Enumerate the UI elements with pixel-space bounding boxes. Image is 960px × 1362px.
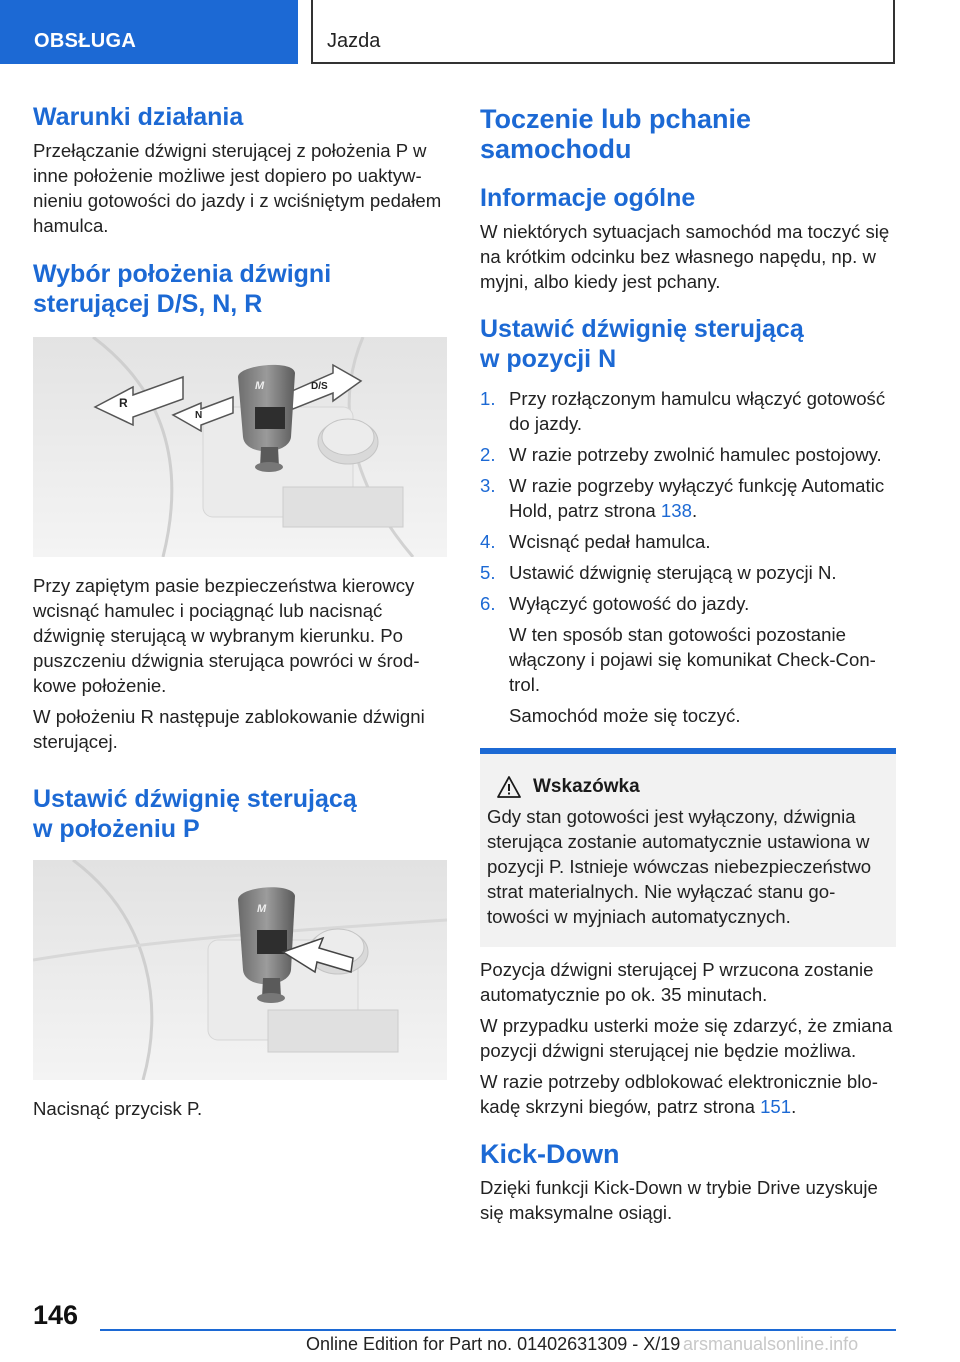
step-number: 6. xyxy=(480,593,496,614)
footer-watermark: arsmanualsonline.info xyxy=(683,1334,859,1354)
step-number: 4. xyxy=(480,531,496,552)
photo-gear-selector-positions xyxy=(33,337,447,557)
paragraph-auto-park: Pozycja dźwigni sterującej P wrzucona zostanie automatycznie po ok. 35 minutach. xyxy=(480,959,874,1005)
step-text: W razie potrzeby zwolnić hamulec postojowy. xyxy=(509,444,882,465)
heading-park-line1: Ustawić dźwignię sterującą xyxy=(33,785,357,813)
step-number: 1. xyxy=(480,388,496,409)
paragraph-unlock xyxy=(480,1069,896,1119)
paragraph-general-info: W niektórych sytuacjach samochód ma toczyć się na krótkim odcinku bez własnego napędu, np. w myjni, albo kiedy jest pchany. xyxy=(480,221,890,292)
paragraph-fault: W przypadku usterki może się zdarzyć, że zmiana pozycji dźwigni sterującej nie będzie możliwa. xyxy=(480,1015,893,1061)
heading-neutral-line2: w pozycji N xyxy=(480,345,617,373)
label-ds: D/S xyxy=(311,381,328,392)
step-item xyxy=(480,386,896,436)
note-box xyxy=(480,748,896,947)
left-column xyxy=(33,100,447,1121)
chapter-title: Jazda xyxy=(311,0,895,64)
step-text: W razie pogrzeby wyłączyć funkcję Automatic Hold, patrz strona xyxy=(509,475,885,521)
step-item xyxy=(480,591,896,616)
note-title: Wskazówka xyxy=(533,776,640,797)
paragraph-select-instructions: Przy zapiętym pasie bezpieczeństwa kierowcy wcisnąć hamulec i pociągnąć lub nacisnąć dźwignię sterującą w wybranym kierunku. Po puszczeniu dźwignia sterująca powróci w środkowe położenie. xyxy=(33,575,420,696)
page-number: 146 xyxy=(33,1300,79,1330)
heading-park-line2: w położeniu P xyxy=(33,815,200,843)
step-text: Przy rozłączonym hamulcu włączyć gotowość do jazdy. xyxy=(509,388,886,434)
page-link-138[interactable]: 138 xyxy=(660,500,692,521)
right-column xyxy=(480,100,896,1225)
page-link-151[interactable]: 151 xyxy=(760,1096,792,1117)
photo-park-button xyxy=(33,860,447,1080)
note-text: Gdy stan gotowości jest wyłączony, dźwignia sterująca zostanie automatycznie ustawiona w pozycji P. Istnieje wówczas niebezpieczeństwo strat materialnych. Nie wyłączać stanu gotowości w myjniach automatycznych. xyxy=(487,806,872,927)
paragraph-reverse-lock: W położeniu R następuje zablokowanie dźwigni sterującej. xyxy=(33,706,425,752)
section-tab: OBSŁUGA xyxy=(0,0,298,64)
heading-rolling-line2: samochodu xyxy=(480,134,632,164)
step-followup-1: W ten sposób stan gotowości pozostanie włączony i pojawi się komunikat Check-Control. xyxy=(509,624,876,695)
unlock-text-end: . xyxy=(791,1096,797,1117)
step-item xyxy=(480,473,896,523)
step-text: Wyłączyć gotowość do jazdy. xyxy=(509,593,750,614)
step-number: 3. xyxy=(480,475,496,496)
step-text-end: . xyxy=(691,500,698,521)
heading-park-position xyxy=(33,784,447,844)
m-logo: M xyxy=(255,380,265,392)
step-text: Wcisnąć pedał hamulca. xyxy=(509,531,711,552)
footer-divider xyxy=(100,1329,896,1331)
step-followup-2: Samochód może się toczyć. xyxy=(509,705,741,726)
footer-edition: Online Edition for Part no. 01402631309 - X/19 xyxy=(306,1334,681,1354)
heading-rolling-line1: Toczenie lub pchanie xyxy=(480,104,752,134)
heading-select-position: Wybór położenia dźwigni sterującej D/S, N, R xyxy=(33,260,332,318)
note-header xyxy=(487,776,888,798)
step-item xyxy=(480,442,896,467)
heading-neutral-line1: Ustawić dźwignię sterującą xyxy=(480,315,804,343)
paragraph-kick-down: Dzięki funkcji Kick-Down w trybie Drive uzyskuje się maksymalne osiągi. xyxy=(480,1177,878,1223)
heading-general-info: Informacje ogólne xyxy=(480,184,696,212)
step-text: Ustawić dźwignię sterującą w pozycji N. xyxy=(509,562,837,583)
heading-kick-down: Kick-Down xyxy=(480,1139,620,1169)
heading-neutral-position xyxy=(480,314,896,374)
heading-rolling xyxy=(480,104,896,164)
unlock-text: W razie potrzeby odblokować elektronicznie blokadę skrzyni biegów, patrz strona xyxy=(480,1071,878,1117)
steps-list xyxy=(480,386,896,616)
step-item xyxy=(480,560,896,585)
paragraph-press-p: Nacisnąć przycisk P. xyxy=(33,1098,203,1119)
label-r: R xyxy=(119,396,128,410)
step-number: 2. xyxy=(480,444,496,465)
label-n: N xyxy=(195,410,203,421)
paragraph-conditions: Przełączanie dźwigni sterującej z położenia P w inne położenie możliwe jest dopiero po uaktywnieniu gotowości do jazdy i z wciśniętym pedałem hamulca. xyxy=(33,140,442,236)
warning-icon xyxy=(497,776,521,798)
heading-conditions: Warunki działania xyxy=(33,103,244,131)
step-item xyxy=(480,529,896,554)
step-number: 5. xyxy=(480,562,496,583)
m-logo: M xyxy=(257,903,267,915)
